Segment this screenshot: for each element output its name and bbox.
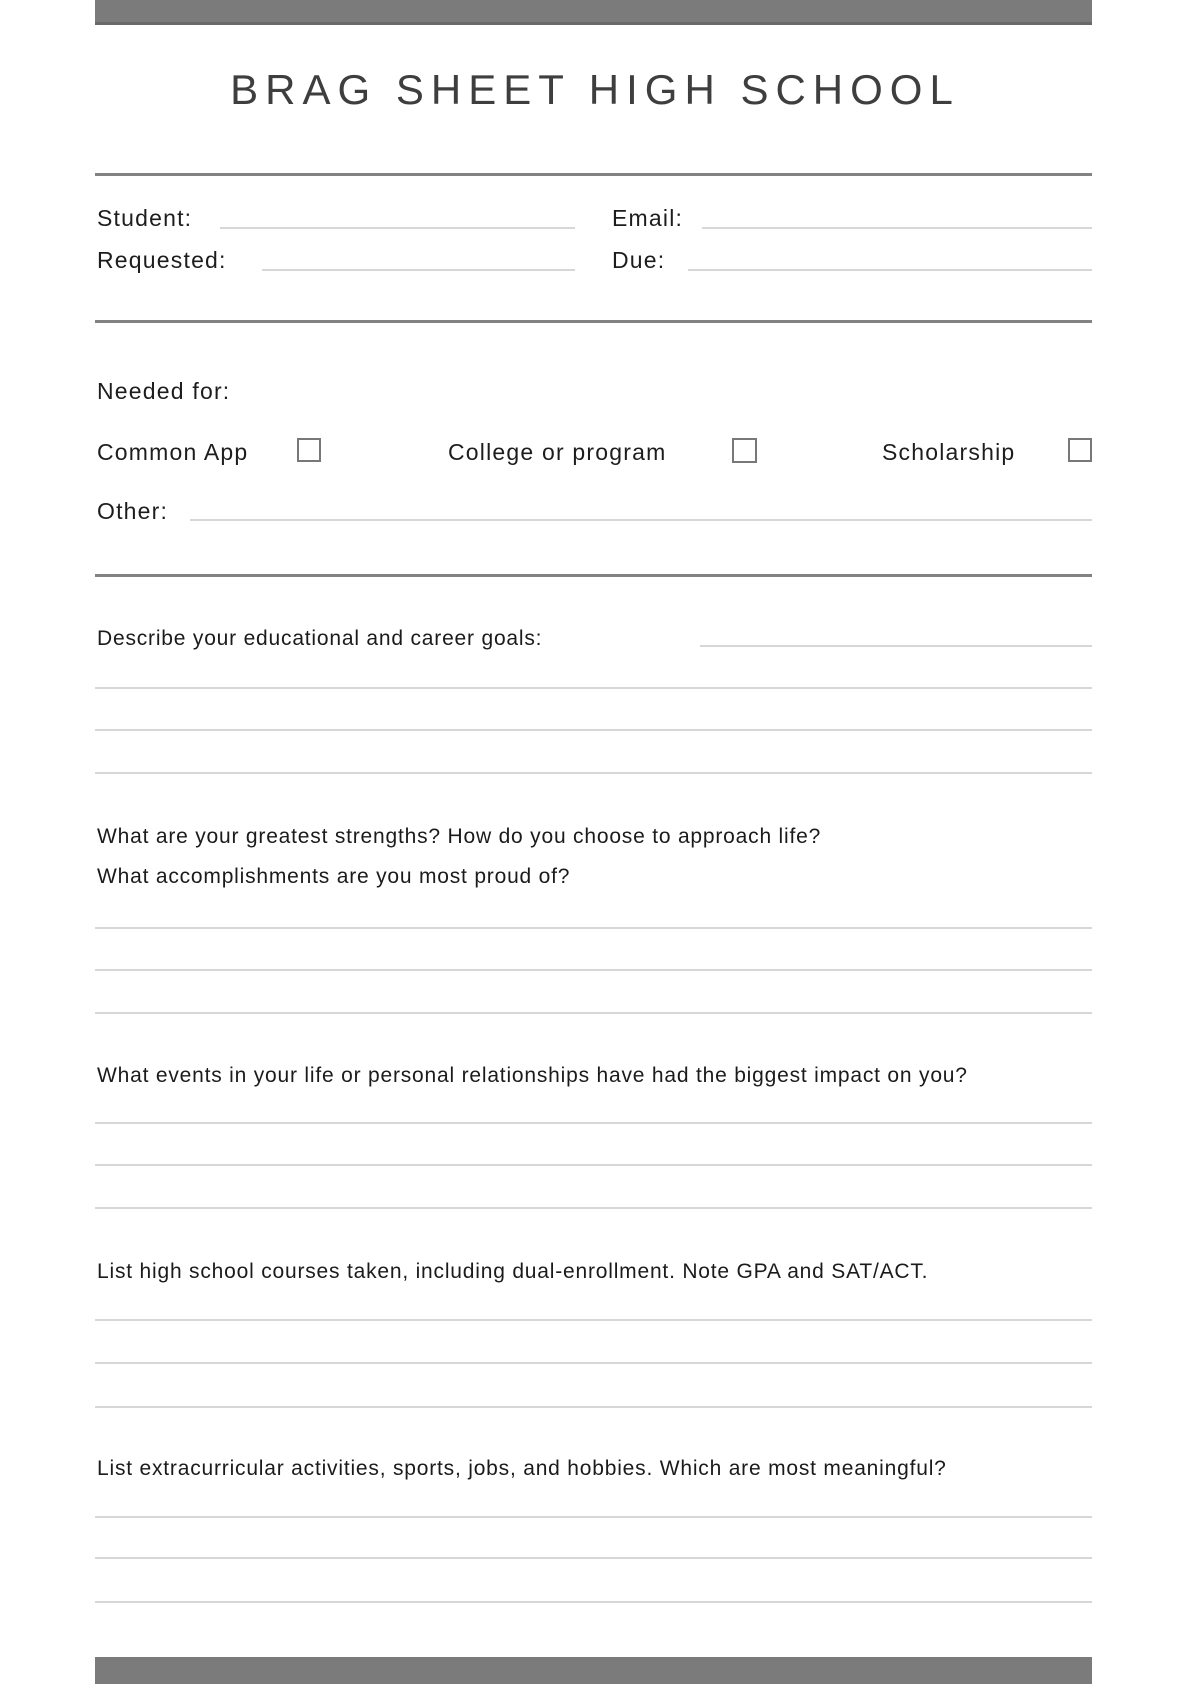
question-strengths-prompt: What are your greatest strengths? How do you choose to approach life? xyxy=(97,825,822,848)
question-courses-prompt: List high school courses taken, including dual-enrollment. Note GPA and SAT/ACT. xyxy=(97,1260,929,1283)
top-accent-bar xyxy=(95,0,1092,25)
question-strengths-prompt-line2: What accomplishments are you most proud of? xyxy=(97,865,571,888)
bottom-accent-bar xyxy=(95,1657,1092,1684)
question-goals-prompt: Describe your educational and career goals: xyxy=(97,627,543,650)
scholarship-checkbox[interactable] xyxy=(1068,438,1092,462)
answer-line[interactable] xyxy=(95,1406,1092,1408)
answer-line[interactable] xyxy=(95,1164,1092,1166)
needed-for-heading: Needed for: xyxy=(97,378,231,404)
divider xyxy=(95,320,1092,323)
common-app-label: Common App xyxy=(97,439,249,465)
college-program-label: College or program xyxy=(448,439,667,465)
answer-line[interactable] xyxy=(95,772,1092,774)
college-program-checkbox[interactable] xyxy=(732,438,757,463)
answer-line[interactable] xyxy=(95,1362,1092,1364)
other-label: Other: xyxy=(97,498,169,524)
requested-label: Requested: xyxy=(97,247,227,273)
question-extracurricular-prompt: List extracurricular activities, sports, jobs, and hobbies. Which are most meaningful? xyxy=(97,1457,947,1480)
answer-line[interactable] xyxy=(95,1207,1092,1209)
answer-line[interactable] xyxy=(95,927,1092,929)
email-label: Email: xyxy=(612,205,684,231)
answer-line[interactable] xyxy=(95,969,1092,971)
answer-line[interactable] xyxy=(95,1601,1092,1603)
answer-line[interactable] xyxy=(700,645,1092,647)
divider xyxy=(95,574,1092,577)
answer-line[interactable] xyxy=(95,1557,1092,1559)
other-input-line[interactable] xyxy=(190,519,1092,521)
divider xyxy=(95,173,1092,176)
question-events-prompt: What events in your life or personal relationships have had the biggest impact on you? xyxy=(97,1064,968,1087)
student-label: Student: xyxy=(97,205,193,231)
due-input-line[interactable] xyxy=(688,269,1092,271)
answer-line[interactable] xyxy=(95,687,1092,689)
scholarship-label: Scholarship xyxy=(882,439,1016,465)
due-label: Due: xyxy=(612,247,666,273)
page-title: BRAG SHEET HIGH SCHOOL xyxy=(230,66,960,113)
answer-line[interactable] xyxy=(95,1319,1092,1321)
answer-line[interactable] xyxy=(95,729,1092,731)
answer-line[interactable] xyxy=(95,1516,1092,1518)
email-input-line[interactable] xyxy=(702,227,1092,229)
answer-line[interactable] xyxy=(95,1012,1092,1014)
student-input-line[interactable] xyxy=(220,227,575,229)
common-app-checkbox[interactable] xyxy=(297,438,321,462)
requested-input-line[interactable] xyxy=(262,269,575,271)
answer-line[interactable] xyxy=(95,1122,1092,1124)
